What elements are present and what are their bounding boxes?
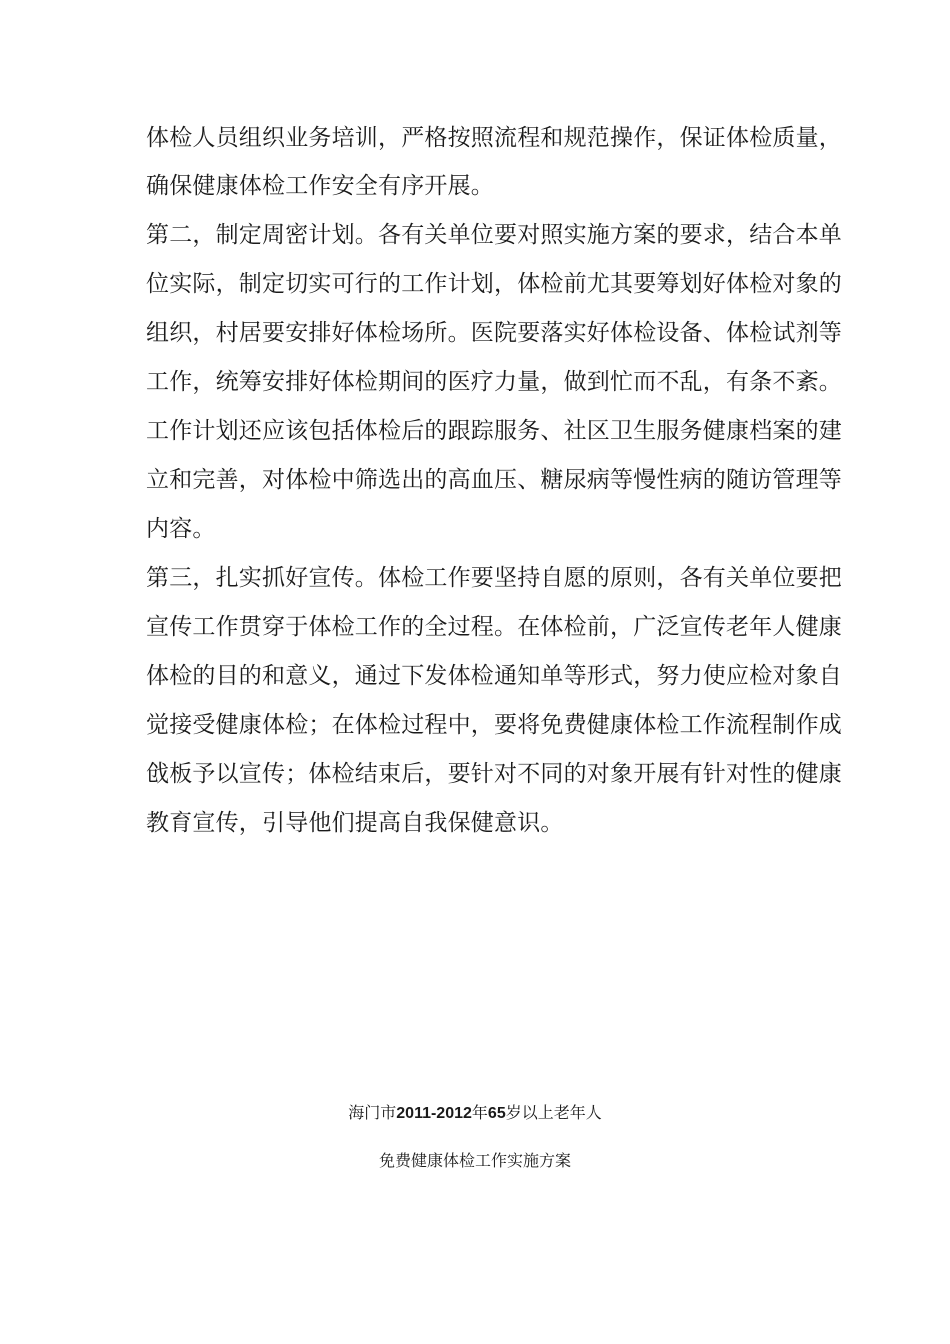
footer-title-years: 2011-2012 bbox=[396, 1105, 472, 1122]
footer-title-part2: 年 bbox=[471, 1103, 488, 1122]
body-line: 体检人员组织业务培训，严格按照流程和规范操作，保证体检质量， bbox=[146, 125, 842, 151]
body-line: 教育宣传，引导他们提高自我保健意识。 bbox=[146, 810, 564, 836]
footer-title bbox=[0, 1102, 950, 1125]
footer-title-part1: 海门市 bbox=[348, 1103, 397, 1122]
body-line: 确保健康体检工作安全有序开展。 bbox=[146, 173, 494, 199]
body-line: 内容。 bbox=[146, 516, 216, 542]
footer-title-age: 65 bbox=[487, 1105, 506, 1122]
body-line: 工作计划还应该包括体检后的跟踪服务、社区卫生服务健康档案的建 bbox=[146, 418, 842, 444]
body-line: 位实际，制定切实可行的工作计划，体检前尤其要筹划好体检对象的 bbox=[146, 271, 842, 297]
body-line: 宣传工作贯穿于体检工作的全过程。在体检前，广泛宣传老年人健康 bbox=[146, 614, 842, 640]
body-line: 戗板予以宣传；体检结束后，要针对不同的对象开展有针对性的健康 bbox=[146, 761, 842, 787]
body-line: 第二，制定周密计划。各有关单位要对照实施方案的要求，结合本单 bbox=[146, 222, 842, 248]
body-line: 体检的目的和意义，通过下发体检通知单等形式，努力使应检对象自 bbox=[146, 663, 842, 689]
body-line: 第三，扎实抓好宣传。体检工作要坚持自愿的原则，各有关单位要把 bbox=[146, 565, 842, 591]
footer-subtitle: 免费健康体检工作实施方案 bbox=[378, 1151, 571, 1170]
body-line: 觉接受健康体检；在体检过程中，要将免费健康体检工作流程制作成 bbox=[146, 712, 842, 738]
footer-title-part3: 岁以上老年人 bbox=[505, 1103, 602, 1122]
body-line: 组织，村居要安排好体检场所。医院要落实好体检设备、体检试剂等 bbox=[146, 320, 842, 346]
body-line: 工作，统筹安排好体检期间的医疗力量，做到忙而不乱，有条不紊。 bbox=[146, 369, 842, 395]
body-line: 立和完善，对体检中筛选出的高血压、糖尿病等慢性病的随访管理等 bbox=[146, 467, 842, 493]
